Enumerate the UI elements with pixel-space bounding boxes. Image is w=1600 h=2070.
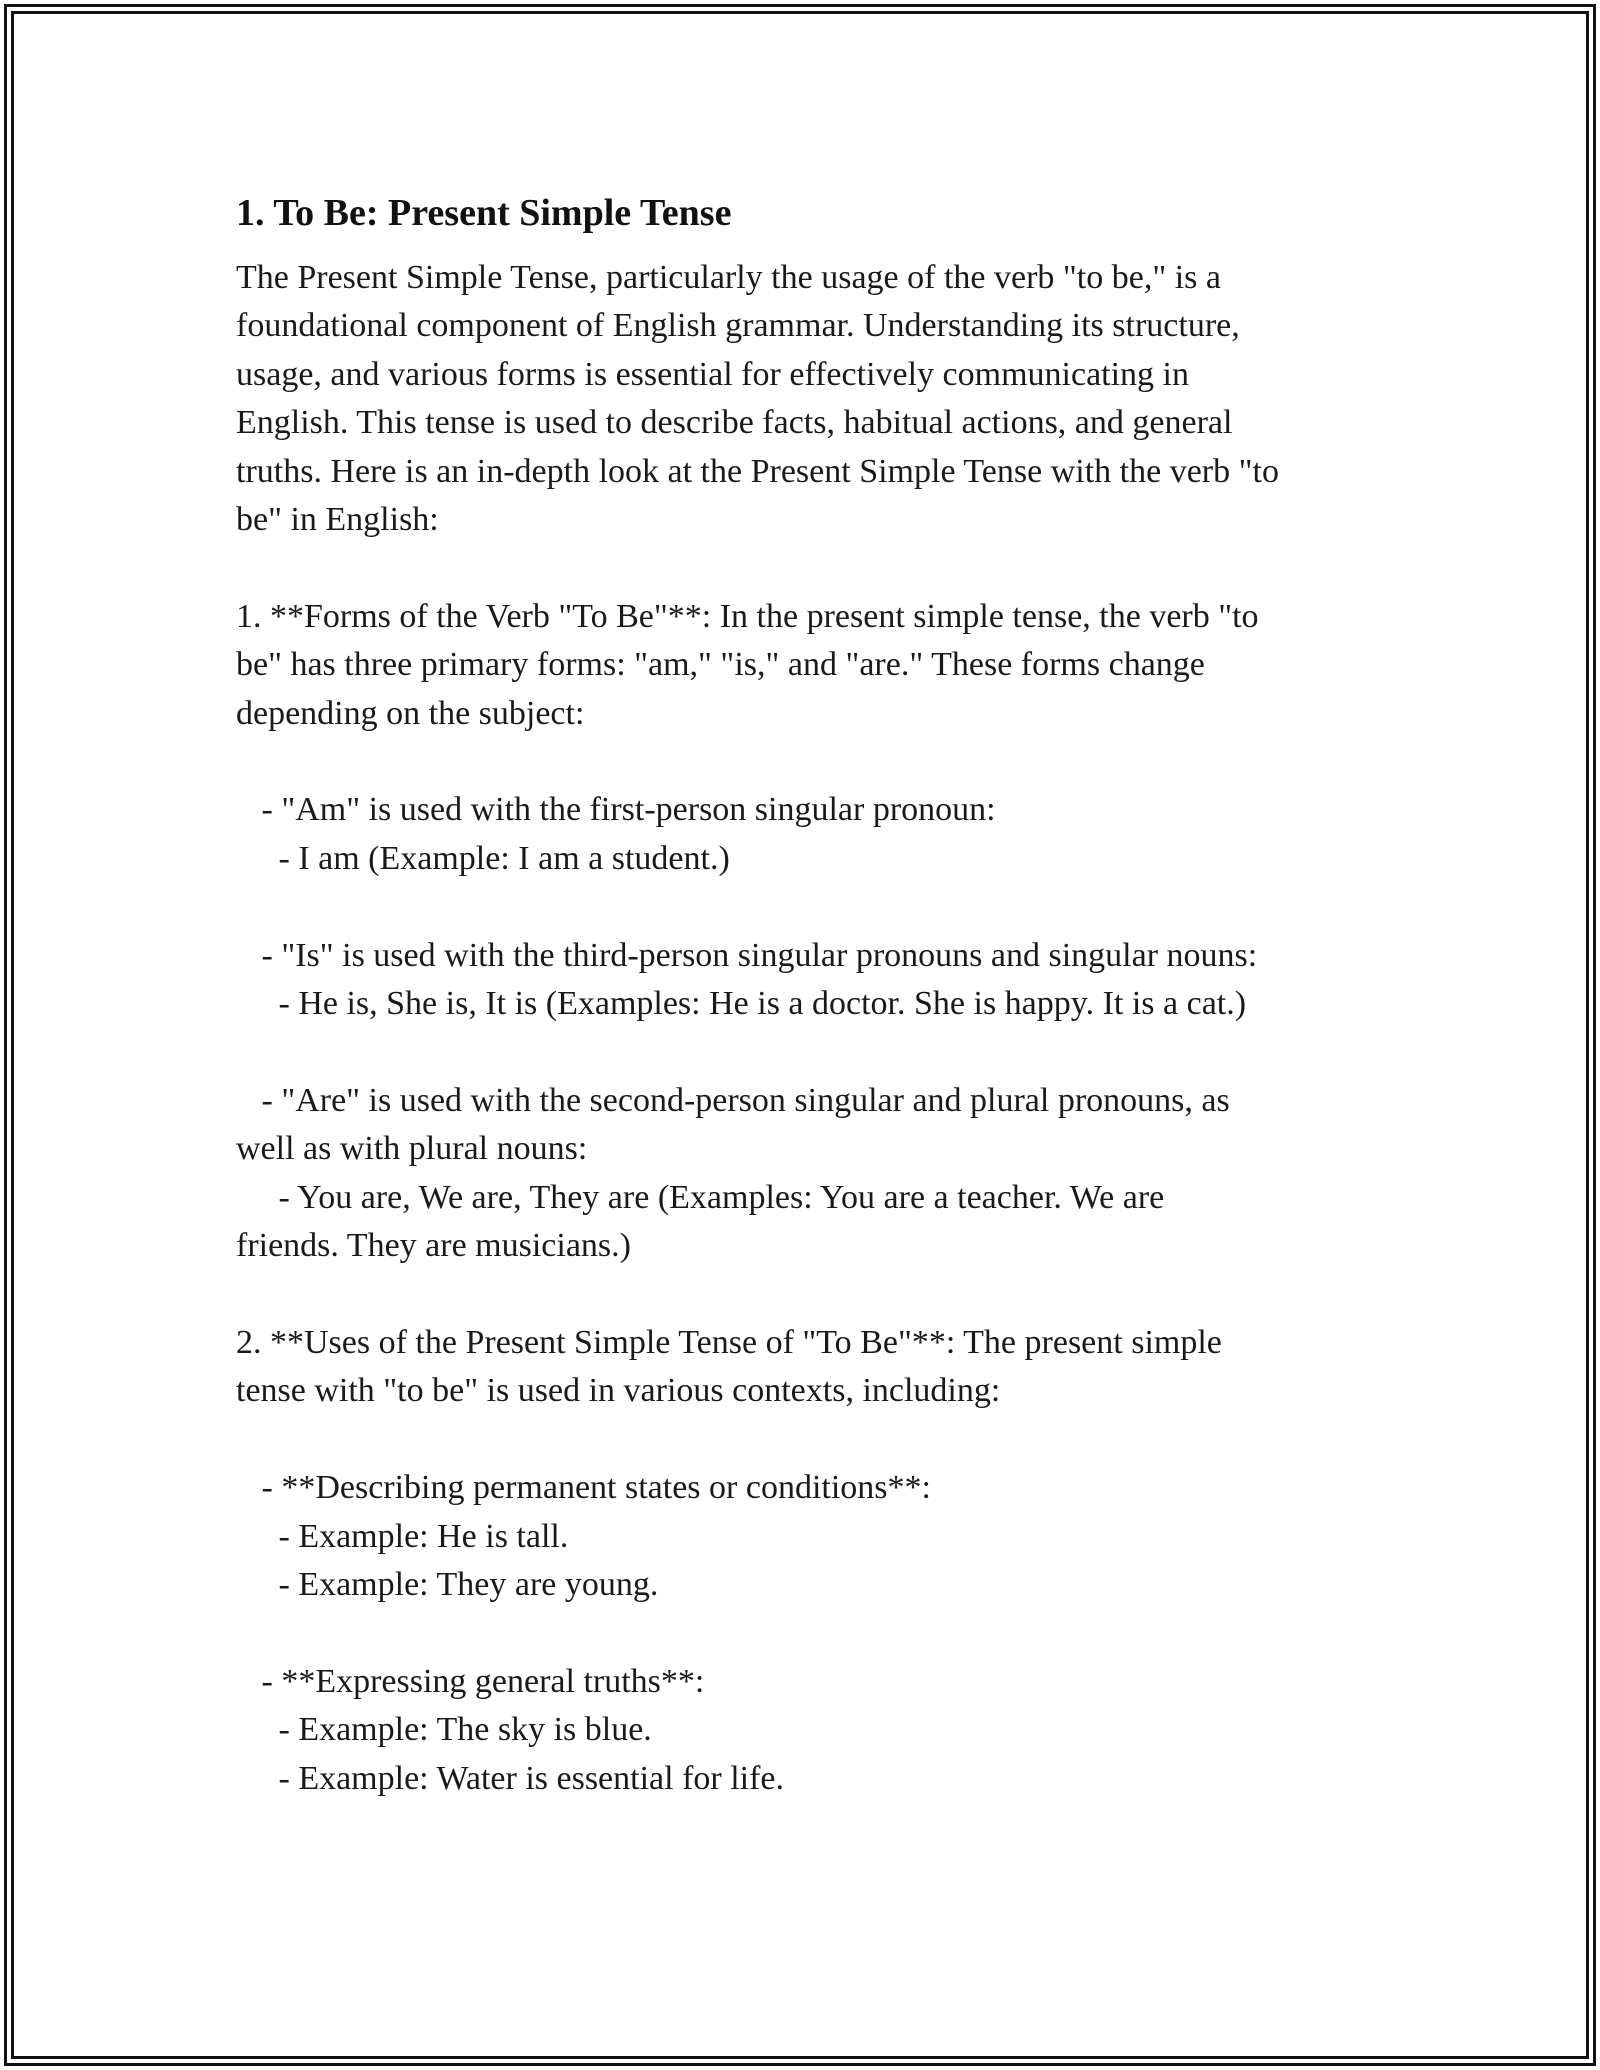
body-text: The Present Simple Tense, particularly the usage of the verb "to be," is a foundational component of English grammar. Understanding its structure, usage, and various forms is essential for effectively communicating in English. This tense is used to describe facts, habitual actions, and general truths. Here is an in-depth look at the Present Simple Tense with the verb "to be" in English: 1. **Forms of the Verb "To Be"**: In the present simple tense, the verb "to be" has three primary forms: "am," "is," and "are." These forms change depending on the subject: - "Am" is used with the first-person singular pronoun: - I am (Example: I am a student.) - "Is" is used with the third-person singular pronouns and singular nouns: - He is, She is, It is (Examples: He is a doctor. She is happy. It is a cat.) - "Are" is used with the second-person singular and plural pronouns, as well as with plural nouns: - You are, We are, They are (Examples: You are a teacher. We are friends. They are musicians.) 2. **Uses of the Present Simple Tense of "To Be"**: The present simple tense with "to be" is used in various contexts, including: - **Describing permanent states or conditions**: - Example: He is tall. - Example: They are young. - **Expressing general truths**: - Example: The sky is blue. - Example: Water is essential for life. <box>236 259 1279 1797</box>
section-heading: 1. To Be: Present Simple Tense <box>236 192 732 234</box>
document-body <box>236 186 1386 1803</box>
